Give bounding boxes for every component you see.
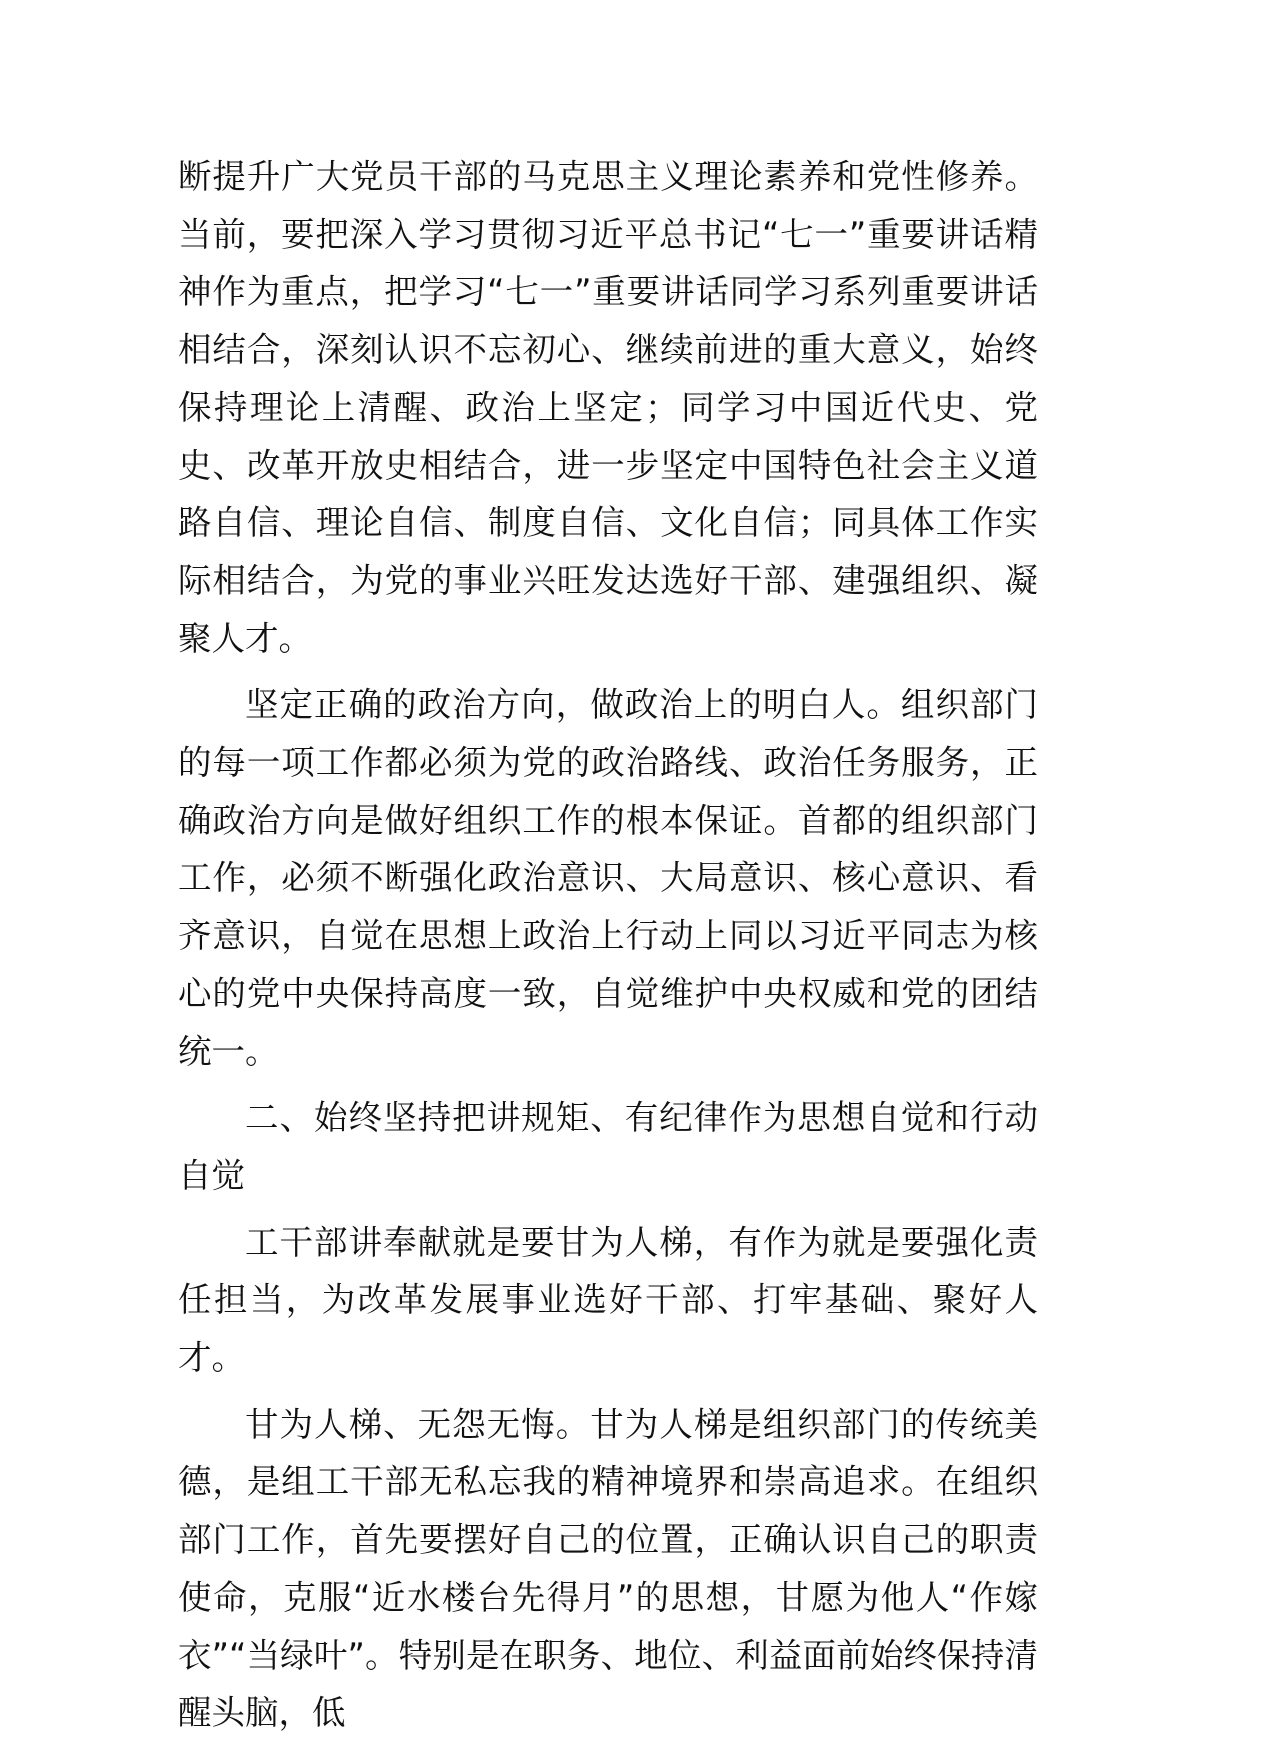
paragraph-dedication: 工干部讲奉献就是要甘为人梯，有作为就是要强化责任担当，为改革发展事业选好干部、打牢基础、聚好人才。 xyxy=(178,1222,1038,1378)
document-body xyxy=(178,148,1038,1751)
section-heading: 二、始终坚持把讲规矩、有纪律作为思想自觉和行动自觉 xyxy=(178,1098,1038,1195)
paragraph-continuation: 断提升广大党员干部的马克思主义理论素养和党性修养。当前，要把深入学习贯彻习近平总书记“七一”重要讲话精神作为重点，把学习“七一”重要讲话同学习系列重要讲话相结合，深刻认识不忘初心、继续前进的重大意义，始终保持理论上清醒、政治上坚定；同学习中国近代史、党史、改革开放史相结合，进一步坚定中国特色社会主义道路自信、理论自信、制度自信、文化自信；同具体工作实际相结合，为党的事业兴旺发达选好干部、建强组织、凝聚人才。 xyxy=(178,157,1038,658)
paragraph-ladder: 甘为人梯、无怨无悔。甘为人梯是组织部门的传统美德，是组工干部无私忘我的精神境界和崇高追求。在组织部门工作，首先要摆好自己的位置，正确认识自己的职责使命，克服“近水楼台先得月”的思想，甘愿为他人“作嫁衣”“当绿叶”。特别是在职务、地位、利益面前始终保持清醒头脑，低 xyxy=(178,1404,1038,1733)
paragraph-political-direction: 坚定正确的政治方向，做政治上的明白人。组织部门的每一项工作都必须为党的政治路线、政治任务服务，正确政治方向是做好组织工作的根本保证。首都的组织部门工作，必须不断强化政治意识、大局意识、核心意识、看齐意识，自觉在思想上政治上行动上同以习近平同志为核心的党中央保持高度一致，自觉维护中央权威和党的团结统一。 xyxy=(178,685,1038,1071)
